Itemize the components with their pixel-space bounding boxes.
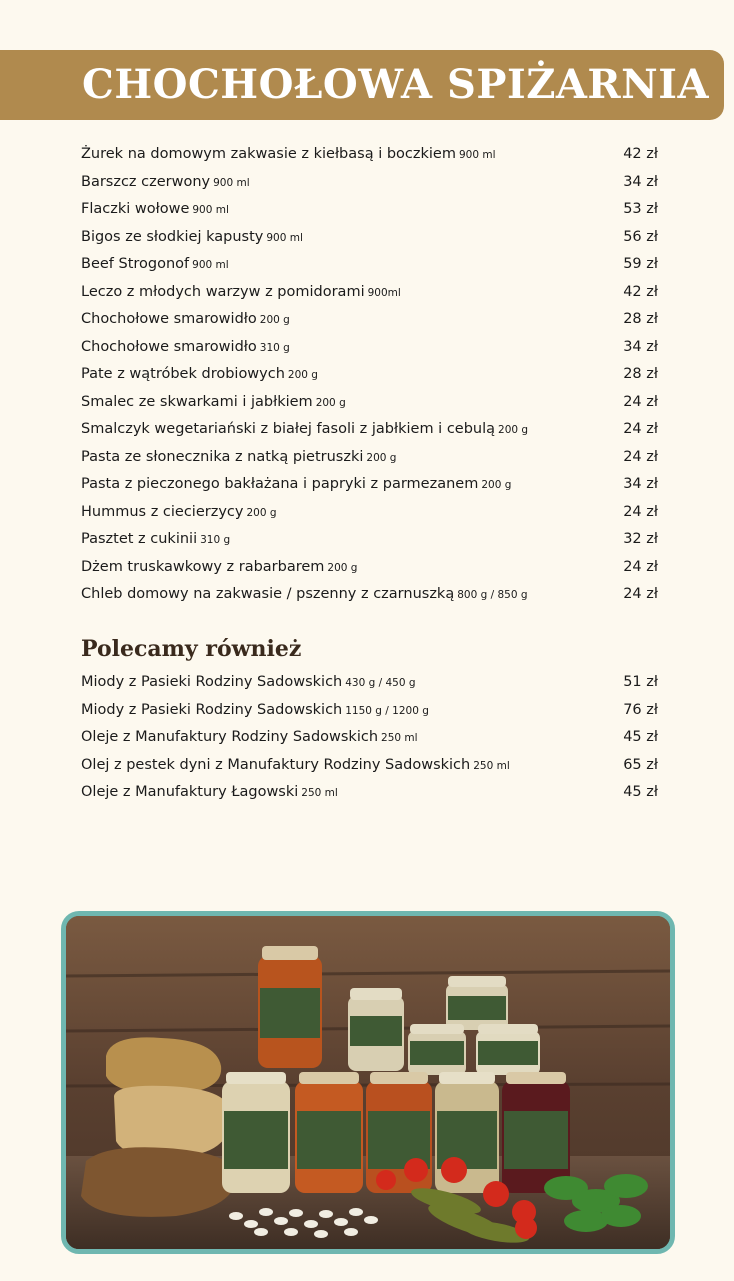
menu-item-name: Chochołowe smarowidło [81,311,257,327]
menu-item-price: 28 zł [623,311,658,327]
menu-item-label [81,361,318,389]
menu-item-quantity: 800 g / 850 g [457,589,528,601]
product-photo [61,911,675,1254]
menu-item-label [81,224,303,252]
menu-item-price: 34 zł [623,476,658,492]
menu-item-quantity: 310 g [259,341,290,354]
page-title: CHOCHOŁOWA SPIŻARNIA [82,61,709,108]
menu-item-name: Pasta z pieczonego bakłażana i papryki z parmezanem [81,476,479,492]
menu-item-quantity: 200 g [498,424,529,436]
jar-icon [295,1072,363,1193]
menu-item-label [81,724,418,752]
menu-item-label [81,389,346,417]
menu-item-label [81,752,510,780]
menu-item-quantity: 900 ml [192,259,229,271]
menu-item-name: Smalczyk wegetariański z białej fasoli z jabłkiem i cebulą [81,421,496,437]
menu-item-label [81,196,229,224]
menu-item-price: 45 zł [623,729,658,745]
menu-row [81,141,658,169]
menu-item-label [81,779,338,807]
menu-item-price: 24 zł [623,448,658,465]
menu-item-price: 45 zł [623,784,658,800]
menu-row [81,581,658,609]
menu-row [81,554,658,582]
menu-item-quantity: 200 g [246,506,277,519]
menu-item-label [81,554,357,582]
menu-row [81,224,658,252]
menu-item-price: 24 zł [623,503,658,520]
menu-row [81,279,658,307]
menu-item-label [81,169,250,197]
menu-item-quantity: 200 g [481,479,512,491]
menu-list [81,141,658,609]
menu-item-quantity: 310 g [200,534,231,546]
menu-item-label [81,251,229,279]
menu-item-price: 24 zł [623,586,658,602]
menu-item-name: Pasta ze słonecznika z natką pietruszki [81,448,364,465]
menu-row [81,251,658,279]
menu-item-price: 42 zł [623,283,658,300]
menu-item-quantity: 900ml [367,286,401,299]
menu-item-quantity: 1150 g / 1200 g [345,704,429,717]
menu-row [81,416,658,444]
menu-item-name: Miody z Pasieki Rodziny Sadowskich [81,701,343,718]
menu-item-price: 65 zł [623,756,658,773]
menu-item-label [81,669,416,697]
menu-item-quantity: 900 ml [192,204,229,216]
menu-item-name: Olej z pestek dyni z Manufaktury Rodziny Sadowskich [81,756,471,773]
menu-item-price: 59 zł [623,256,658,272]
menu-row [81,471,658,499]
menu-row [81,306,658,334]
menu-item-price: 42 zł [623,146,658,162]
menu-item-price: 32 zł [623,531,658,547]
menu-item-label [81,499,277,527]
menu-item-quantity: 250 ml [381,732,418,744]
recommended-list [81,669,658,807]
menu-item-price: 53 zł [623,201,658,217]
menu-row [81,196,658,224]
menu-item-quantity: 900 ml [266,231,303,244]
menu-item-name: Beef Strogonof [81,256,190,272]
menu-item-name: Pasztet z cukinii [81,531,198,547]
menu-item-name: Oleje z Manufaktury Rodziny Sadowskich [81,729,379,745]
menu-item-quantity: 250 ml [473,759,510,772]
jar-icon [446,976,508,1030]
menu-item-label [81,581,528,609]
menu-item-label [81,416,528,444]
menu-item-name: Flaczki wołowe [81,201,190,217]
menu-item-price: 34 zł [623,338,658,355]
menu-row [81,444,658,472]
menu-item-price: 76 zł [623,701,658,718]
menu-item-quantity: 250 ml [301,787,338,799]
menu-item-name: Dżem truskawkowy z rabarbarem [81,558,325,575]
menu-item-quantity: 200 g [259,314,290,326]
jar-icon [222,1072,290,1193]
jar-icon [348,988,404,1071]
menu-item-quantity: 900 ml [213,176,250,189]
menu-row [81,361,658,389]
menu-item-quantity: 200 g [366,451,397,464]
menu-item-quantity: 200 g [327,561,358,574]
menu-item-label [81,471,511,499]
menu-row [81,697,658,725]
menu-item-quantity: 200 g [315,396,346,409]
menu-item-label [81,334,290,362]
menu-item-price: 24 zł [623,393,658,410]
menu-item-name: Chleb domowy na zakwasie / pszenny z czarnuszką [81,586,455,602]
menu-item-label [81,141,496,169]
menu-row [81,669,658,697]
menu-item-name: Pate z wątróbek drobiowych [81,366,285,382]
menu-row [81,779,658,807]
menu-item-quantity: 900 ml [458,149,496,161]
jar-icon [476,1024,540,1075]
section-title-recommended: Polecamy również [81,636,302,662]
jar-icon [408,1024,466,1075]
menu-item-price: 24 zł [623,558,658,575]
menu-row [81,724,658,752]
menu-row [81,499,658,527]
menu-item-label [81,306,290,334]
menu-item-name: Żurek na domowym zakwasie z kiełbasą i boczkiem [81,146,456,162]
menu-item-name: Hummus z ciecierzycy [81,503,244,520]
menu-item-label [81,444,396,472]
menu-item-price: 56 zł [623,228,658,245]
menu-item-name: Oleje z Manufaktury Łagowski [81,784,299,800]
menu-row [81,389,658,417]
menu-item-name: Leczo z młodych warzyw z pomidorami [81,283,365,300]
menu-item-label [81,697,429,725]
menu-item-label [81,279,401,307]
menu-item-price: 28 zł [623,366,658,382]
menu-item-price: 24 zł [623,421,658,437]
menu-item-price: 34 zł [623,173,658,190]
menu-row [81,526,658,554]
menu-item-name: Bigos ze słodkiej kapusty [81,228,264,245]
menu-item-label [81,526,230,554]
menu-row [81,334,658,362]
menu-item-name: Chochołowe smarowidło [81,338,257,355]
menu-row [81,169,658,197]
menu-item-price: 51 zł [623,674,658,690]
menu-row [81,752,658,780]
menu-item-quantity: 430 g / 450 g [345,677,416,689]
menu-item-name: Barszcz czerwony [81,173,211,190]
jar-icon [502,1072,570,1193]
menu-item-name: Smalec ze skwarkami i jabłkiem [81,393,313,410]
pantry-jars-illustration [66,916,670,1249]
menu-item-name: Miody z Pasieki Rodziny Sadowskich [81,674,343,690]
jar-icon [258,946,322,1068]
menu-item-quantity: 200 g [287,369,318,381]
